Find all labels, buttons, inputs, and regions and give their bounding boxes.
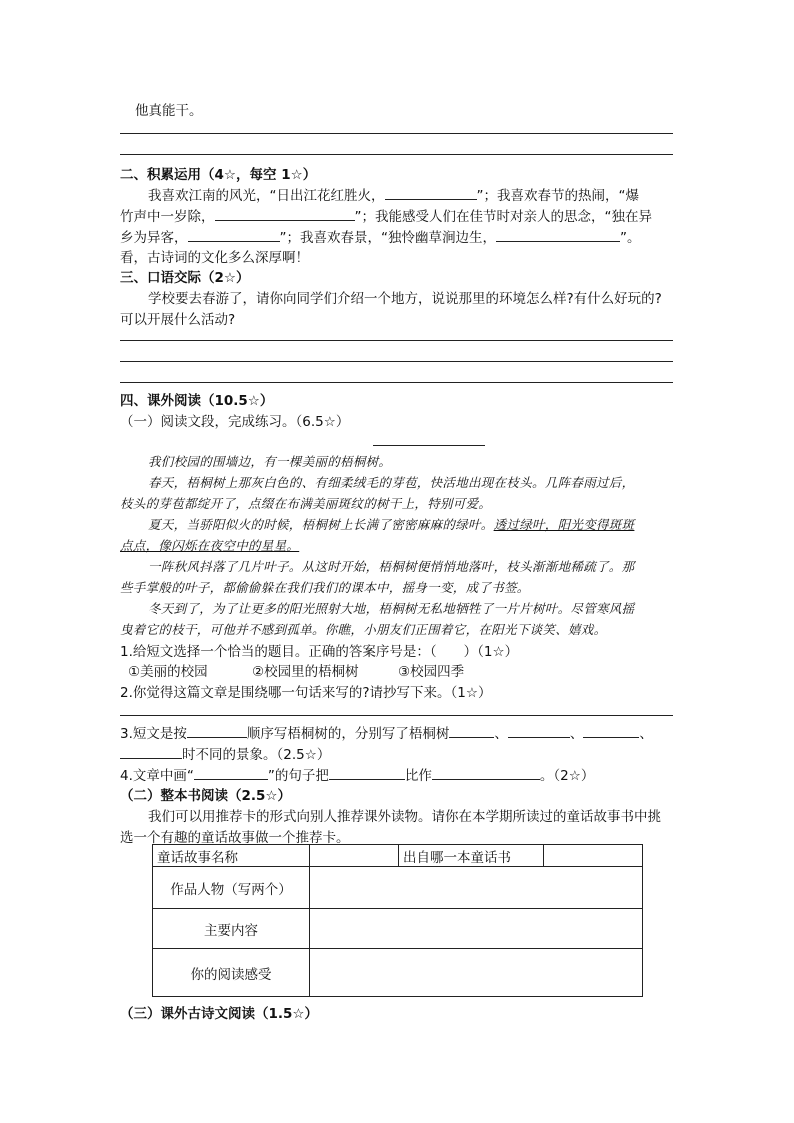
fill-blank[interactable] xyxy=(385,185,477,200)
fill-blank[interactable] xyxy=(329,765,405,780)
fill-blank[interactable] xyxy=(496,227,620,242)
text: 顺序写梧桐树的，分别写了梧桐树 xyxy=(246,726,450,742)
section-2-line-1 xyxy=(148,184,639,204)
subsection-3-heading: （三）课外古诗文阅读（1.5☆） xyxy=(120,1006,319,1022)
text: 我喜欢江南的风光，“日出江花红胜火， xyxy=(148,188,385,204)
answer-line xyxy=(120,340,673,341)
question-4 xyxy=(120,764,594,784)
text: 竹声中一岁除， xyxy=(120,209,215,225)
from-book-cell[interactable] xyxy=(544,845,643,867)
characters-cell[interactable] xyxy=(310,867,643,909)
fill-blank[interactable] xyxy=(188,227,280,242)
answer-line xyxy=(120,154,673,155)
feeling-cell[interactable] xyxy=(310,949,643,997)
subsection-2-line-2: 选一个有趣的童话故事做一个推荐卡。 xyxy=(120,830,350,846)
passage-line: 春天，梧桐树上那灰白色的、有细柔绒毛的芽苞，快活地出现在枝头。几阵春雨过后， xyxy=(148,475,635,490)
section-3-line-2: 可以开展什么活动? xyxy=(120,312,236,328)
question-3-line-1 xyxy=(120,722,653,742)
characters-label: 作品人物（写两个） xyxy=(153,867,310,909)
text: ”的句子把 xyxy=(267,768,329,784)
question-2: 2.你觉得这篇文章是围绕哪一句话来写的?请抄写下来。（1☆） xyxy=(120,685,492,701)
answer-line xyxy=(120,361,673,362)
text: ”。 xyxy=(620,230,641,246)
text: 。（2☆） xyxy=(539,768,595,784)
answer-line xyxy=(120,382,673,383)
fill-blank[interactable] xyxy=(432,765,540,780)
text: 夏天，当骄阳似火的时候，梧桐树上长满了密密麻麻的绿叶。 xyxy=(148,517,494,532)
section-3-line-1: 学校要去春游了，请你向同学们介绍一个地方，说说那里的环境怎么样?有什么好玩的? xyxy=(148,291,662,307)
story-name-label: 童话故事名称 xyxy=(153,845,310,867)
fill-blank[interactable] xyxy=(187,723,247,738)
feeling-label: 你的阅读感受 xyxy=(153,949,310,997)
text: 、 xyxy=(569,726,584,742)
answer-line xyxy=(120,133,673,134)
title-blank[interactable] xyxy=(373,445,485,446)
text: ”；我喜欢春景，“独怜幽草涧边生， xyxy=(279,230,496,246)
passage-line xyxy=(148,515,634,533)
fill-blank[interactable] xyxy=(583,723,639,738)
fill-blank[interactable] xyxy=(508,723,570,738)
option-3[interactable]: ③校园四季 xyxy=(398,664,465,680)
text: 、 xyxy=(494,726,508,742)
story-name-cell[interactable] xyxy=(310,845,399,867)
content-cell[interactable] xyxy=(310,909,643,949)
text: 时不同的景象。（2.5☆） xyxy=(182,747,331,763)
underlined-sentence: 透过绿叶，阳光变得斑斑 xyxy=(493,517,635,532)
subsection-2-line-1: 我们可以用推荐卡的形式向别人推荐课外读物。请你在本学期所读过的童话故事书中挑 xyxy=(148,809,661,825)
passage-line: 枝头的芽苞都绽开了，点缀在布满美丽斑纹的树干上，特别可爱。 xyxy=(120,496,492,511)
content-label: 主要内容 xyxy=(153,909,310,949)
passage-line: 我们校园的围墙边，有一棵美丽的梧桐树。 xyxy=(148,454,392,469)
section-2-line-3 xyxy=(120,226,641,246)
text: 、 xyxy=(639,726,653,742)
fill-blank[interactable] xyxy=(120,744,182,759)
subsection-2-heading: （二）整本书阅读（2.5☆） xyxy=(120,788,292,804)
text: ”；我喜欢春节的热闹，“爆 xyxy=(476,188,639,204)
passage-line: 些手掌般的叶子，都偷偷躲在我们我们的课本中，摇身一变，成了书签。 xyxy=(120,580,530,595)
recommendation-card-table xyxy=(152,844,643,997)
text: 3.短文是按 xyxy=(120,726,187,742)
answer-line[interactable] xyxy=(120,715,673,716)
section-2-line-2 xyxy=(120,205,652,225)
section-4-heading: 四、课外阅读（10.5☆） xyxy=(120,393,274,409)
option-1[interactable]: ①美丽的校园 xyxy=(128,664,208,680)
answer-line-text: 他真能干。 xyxy=(135,103,203,119)
option-2[interactable]: ②校园里的梧桐树 xyxy=(252,664,359,680)
text: ”；我能感受人们在佳节时对亲人的思念，“独在异 xyxy=(354,209,652,225)
subsection-1-heading: （一）阅读文段，完成练习。（6.5☆） xyxy=(120,414,350,430)
text: 4.文章中画“ xyxy=(120,768,194,784)
fill-blank[interactable] xyxy=(215,206,355,221)
section-3-heading: 三、口语交际（2☆） xyxy=(120,270,250,286)
passage-line: 曳着它的枝干，可他并不感到孤单。你瞧，小朋友们正围着它，在阳光下谈笑、嬉戏。 xyxy=(120,622,607,637)
question-1: 1.给短文选择一个恰当的题目。正确的答案序号是：（ ）（1☆） xyxy=(120,644,519,660)
section-2-line-4: 看，古诗词的文化多么深厚啊！ xyxy=(120,250,309,266)
fill-blank[interactable] xyxy=(449,723,494,738)
from-book-label: 出自哪一本童话书 xyxy=(399,845,544,867)
text: 乡为异客， xyxy=(120,230,188,246)
fill-blank[interactable] xyxy=(194,765,268,780)
underlined-sentence: 点点，像闪烁在夜空中的星星。 xyxy=(120,538,300,553)
passage-line: 一阵秋风抖落了几片叶子。从这时开始，梧桐树便悄悄地落叶，枝头渐渐地稀疏了。那 xyxy=(148,559,635,574)
section-2-heading: 二、积累运用（4☆，每空 1☆） xyxy=(120,167,317,183)
question-3-line-2 xyxy=(120,743,330,763)
passage-line: 冬天到了，为了让更多的阳光照射大地，梧桐树无私地牺牲了一片片树叶。尽管寒风摇 xyxy=(148,601,635,616)
text: 比作 xyxy=(404,768,432,784)
